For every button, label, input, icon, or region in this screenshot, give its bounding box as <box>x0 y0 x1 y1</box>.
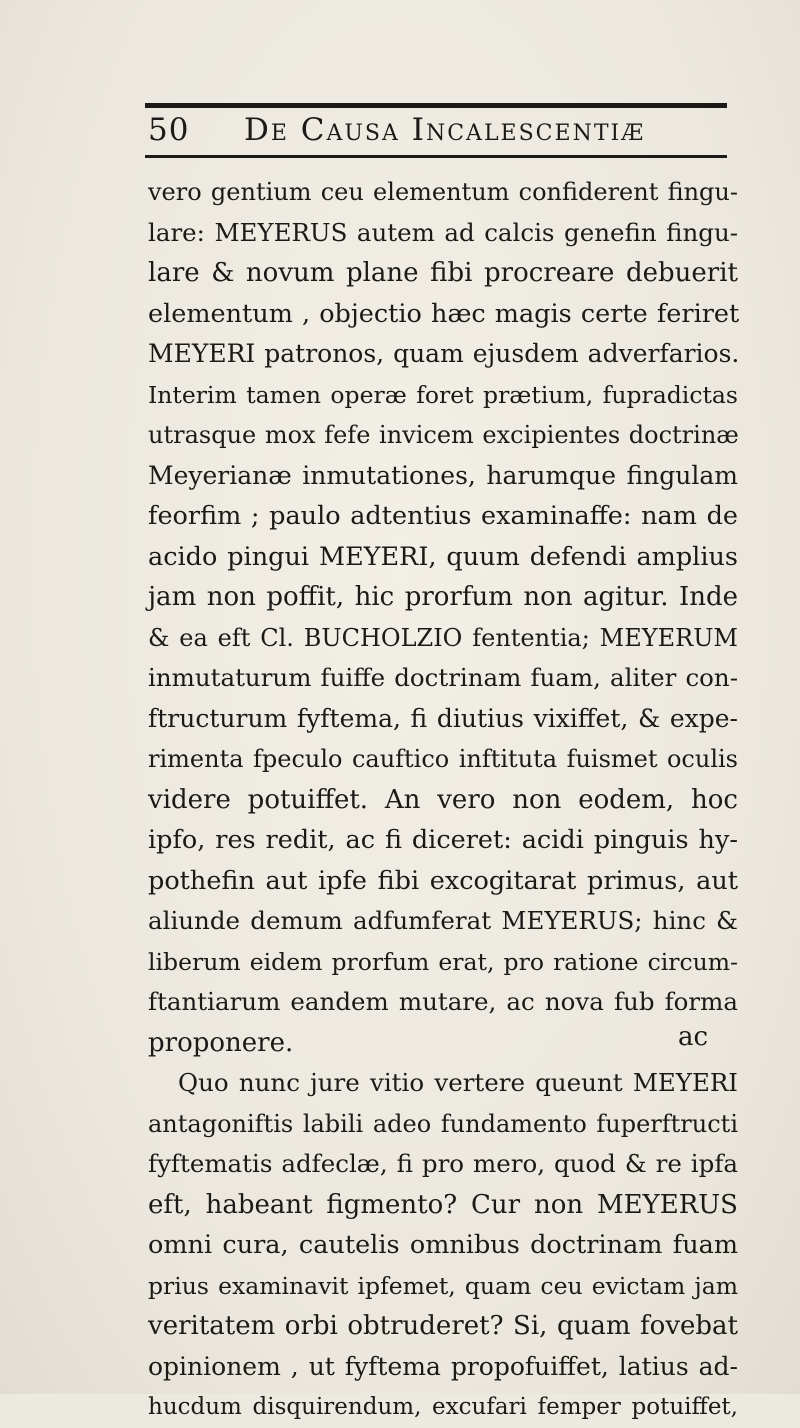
text-line: fyftematis adfeclæ, fi pro mero, quod & re ipfa <box>148 1149 738 1178</box>
page-header <box>148 112 728 152</box>
text-line: & ea eft Cl. BUCHOLZIO fententia; MEYERUM <box>148 623 738 652</box>
running-title: De Causa Incalescentiæ <box>244 112 646 148</box>
text-line: liberum eidem prorfum erat, pro ratione circum- <box>148 947 738 976</box>
text-line: jam non poffit, hic prorfum non agitur. Inde <box>148 582 738 612</box>
text-line: rimenta fpeculo cauftico inftituta fuismet oculis <box>148 745 738 773</box>
header-rule-top <box>145 103 727 108</box>
paragraph-start-line: Quo nunc jure vitio vertere queunt MEYERI <box>178 1068 738 1097</box>
body-text <box>148 172 738 1428</box>
header-rule-bottom <box>145 155 727 158</box>
text-line: acido pingui MEYERI, quum defendi amplius <box>148 541 738 572</box>
catchword: ac <box>678 1022 709 1052</box>
text-line: Meyerianæ inmutationes, harumque fingulam <box>148 460 738 490</box>
paragraph-end-line: proponere. <box>148 1027 294 1058</box>
text-line: ipfo, res redit, ac fi diceret: acidi pinguis hy- <box>148 825 738 855</box>
text-line: pothefin aut ipfe fibi excogitarat primus, aut <box>148 865 738 896</box>
text-line: Interim tamen operæ foret prætium, fupradictas <box>148 380 738 409</box>
text-line: MEYERI patronos, quam ejusdem adverfarios. <box>148 339 740 368</box>
text-line: feorfim ; paulo adtentius examinaffe: nam de <box>148 501 738 531</box>
text-line: lare & novum plane fibi procreare debuerit <box>148 258 738 288</box>
text-line: vero gentium ceu elementum confiderent fingu- <box>148 178 738 206</box>
text-line: omni cura, cautelis omnibus doctrinam fuam <box>148 1230 738 1260</box>
page-number: 50 <box>148 112 190 148</box>
text-line: opinionem , ut fyftema propofuiffet, latius ad- <box>148 1351 738 1381</box>
text-line: veritatem orbi obtruderet? Si, quam fovebat <box>148 1311 738 1341</box>
text-line: lare: MEYERUS autem ad calcis genefin fingu- <box>148 217 738 247</box>
text-line: prius examinavit ipfemet, quam ceu evictam jam <box>148 1271 738 1300</box>
text-line: antagoniftis labili adeo fundamento fuperftructi <box>148 1109 738 1138</box>
text-line: ftantiarum eandem mutare, ac nova fub forma <box>148 987 738 1016</box>
text-line: hucdum disquirendum, excufari femper potuiffet, <box>148 1394 738 1420</box>
text-line: elementum , objectio hæc magis certe feriret <box>148 298 740 329</box>
text-line: inmutaturum fuiffe doctrinam fuam, aliter con- <box>148 663 738 692</box>
text-line: videre potuiffet. An vero non eodem, hoc <box>148 784 738 815</box>
text-line: utrasque mox fefe invicem excipientes doctrinæ <box>148 421 739 449</box>
text-line: eft, habeant figmento? Cur non MEYERUS <box>148 1189 738 1220</box>
text-line: aliunde demum adfumferat MEYERUS; hinc & <box>148 906 738 935</box>
text-line: ftructurum fyftema, fi diutius vixiffet, & expe- <box>148 703 738 733</box>
